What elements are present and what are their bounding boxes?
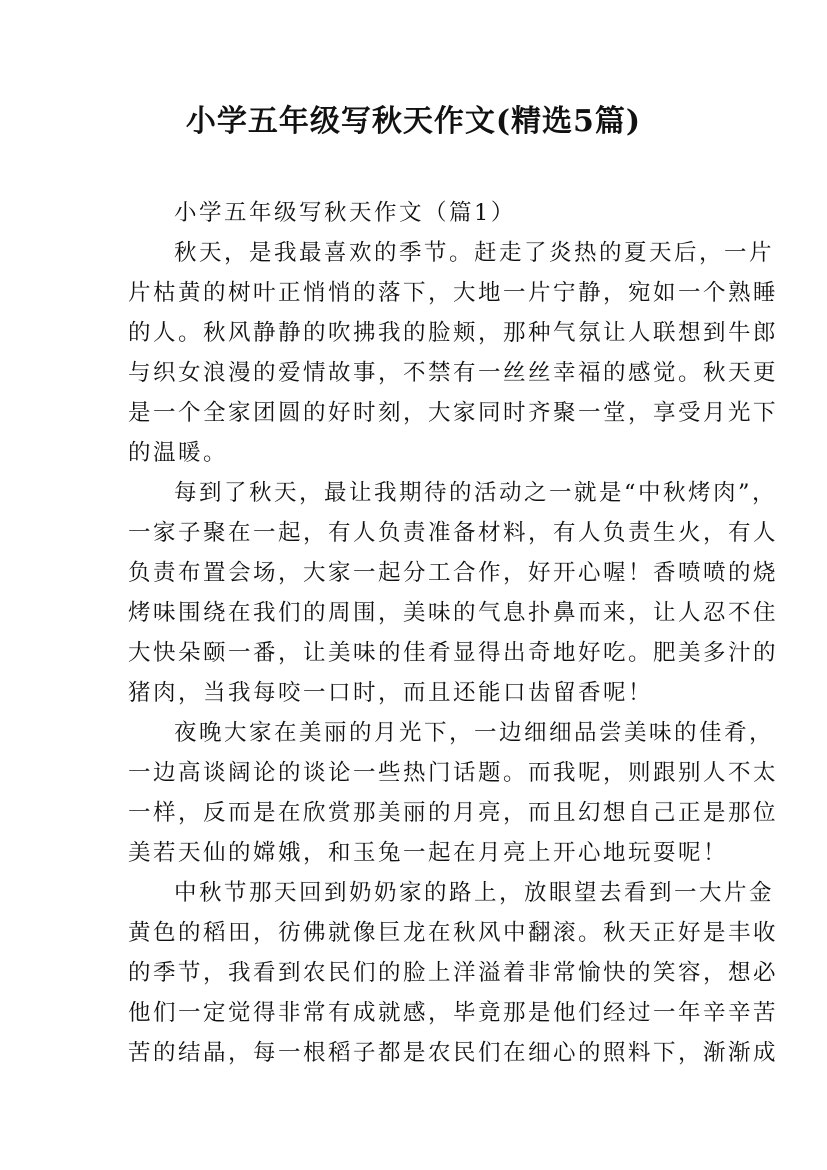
paragraph-line: 一样，反而是在欣赏那美丽的月亮，而且幻想自己正是那位 [128, 800, 779, 826]
paragraph-line: 苦的结晶，每一根稻子都是农民们在细心的照料下，渐渐成 [128, 1040, 779, 1066]
paragraph-line: 每到了秋天，最让我期待的活动之一就是“中秋烤肉”， [174, 480, 778, 506]
paragraph-line: 夜晚大家在美丽的月光下，一边细细品尝美味的佳肴， [174, 720, 775, 746]
paragraph-line: 是一个全家团圆的好时刻，大家同时齐聚一堂，享受月光下 [128, 400, 779, 426]
paragraph-line: 与织女浪漫的爱情故事，不禁有一丝丝幸福的感觉。秋天更 [128, 360, 779, 386]
document-title: 小学五年级写秋天作文(精选5篇) [185, 104, 642, 139]
paragraph-line: 的季节，我看到农民们的脸上洋溢着非常愉快的笑容，想必 [128, 960, 779, 986]
paragraph-line: 的人。秋风静静的吹拂我的脸颊，那种气氛让人联想到牛郎 [128, 320, 779, 346]
paragraph-3 [128, 713, 779, 873]
paragraph-4 [128, 873, 779, 1073]
document-body [128, 193, 779, 1073]
paragraph-line: 烤味围绕在我们的周围，美味的气息扑鼻而来，让人忍不住 [128, 600, 779, 626]
paragraph-line: 片枯黄的树叶正悄悄的落下，大地一片宁静，宛如一个熟睡 [128, 280, 779, 306]
paragraph-line: 他们一定觉得非常有成就感，毕竟那是他们经过一年辛辛苦 [128, 1000, 779, 1026]
paragraph-1 [128, 233, 779, 473]
paragraph-line: 一边高谈阔论的谈论一些热门话题。而我呢，则跟别人不太 [128, 760, 779, 786]
paragraph-line: 黄色的稻田，彷佛就像巨龙在秋风中翻滚。秋天正好是丰收 [128, 920, 779, 946]
paragraph-line: 秋天，是我最喜欢的季节。赶走了炎热的夏天后，一片 [174, 240, 775, 266]
paragraph-line: 猪肉，当我每咬一口时，而且还能口齿留香呢！ [128, 680, 654, 706]
paragraph-line: 大快朵颐一番，让美味的佳肴显得出奇地好吃。肥美多汁的 [128, 640, 779, 666]
paragraph-2 [128, 473, 779, 713]
paragraph-line: 美若天仙的嫦娥，和玉兔一起在月亮上开心地玩耍呢！ [128, 840, 729, 866]
paragraph-line: 中秋节那天回到奶奶家的路上，放眼望去看到一大片金 [174, 880, 775, 906]
paragraph-line: 负责布置会场，大家一起分工合作，好开心喔！香喷喷的烧 [128, 560, 779, 586]
paragraph-line: 一家子聚在一起，有人负责准备材料，有人负责生火，有人 [128, 520, 779, 546]
section-heading: 小学五年级写秋天作文（篇1） [174, 200, 516, 226]
paragraph-line: 的温暖。 [128, 440, 229, 466]
